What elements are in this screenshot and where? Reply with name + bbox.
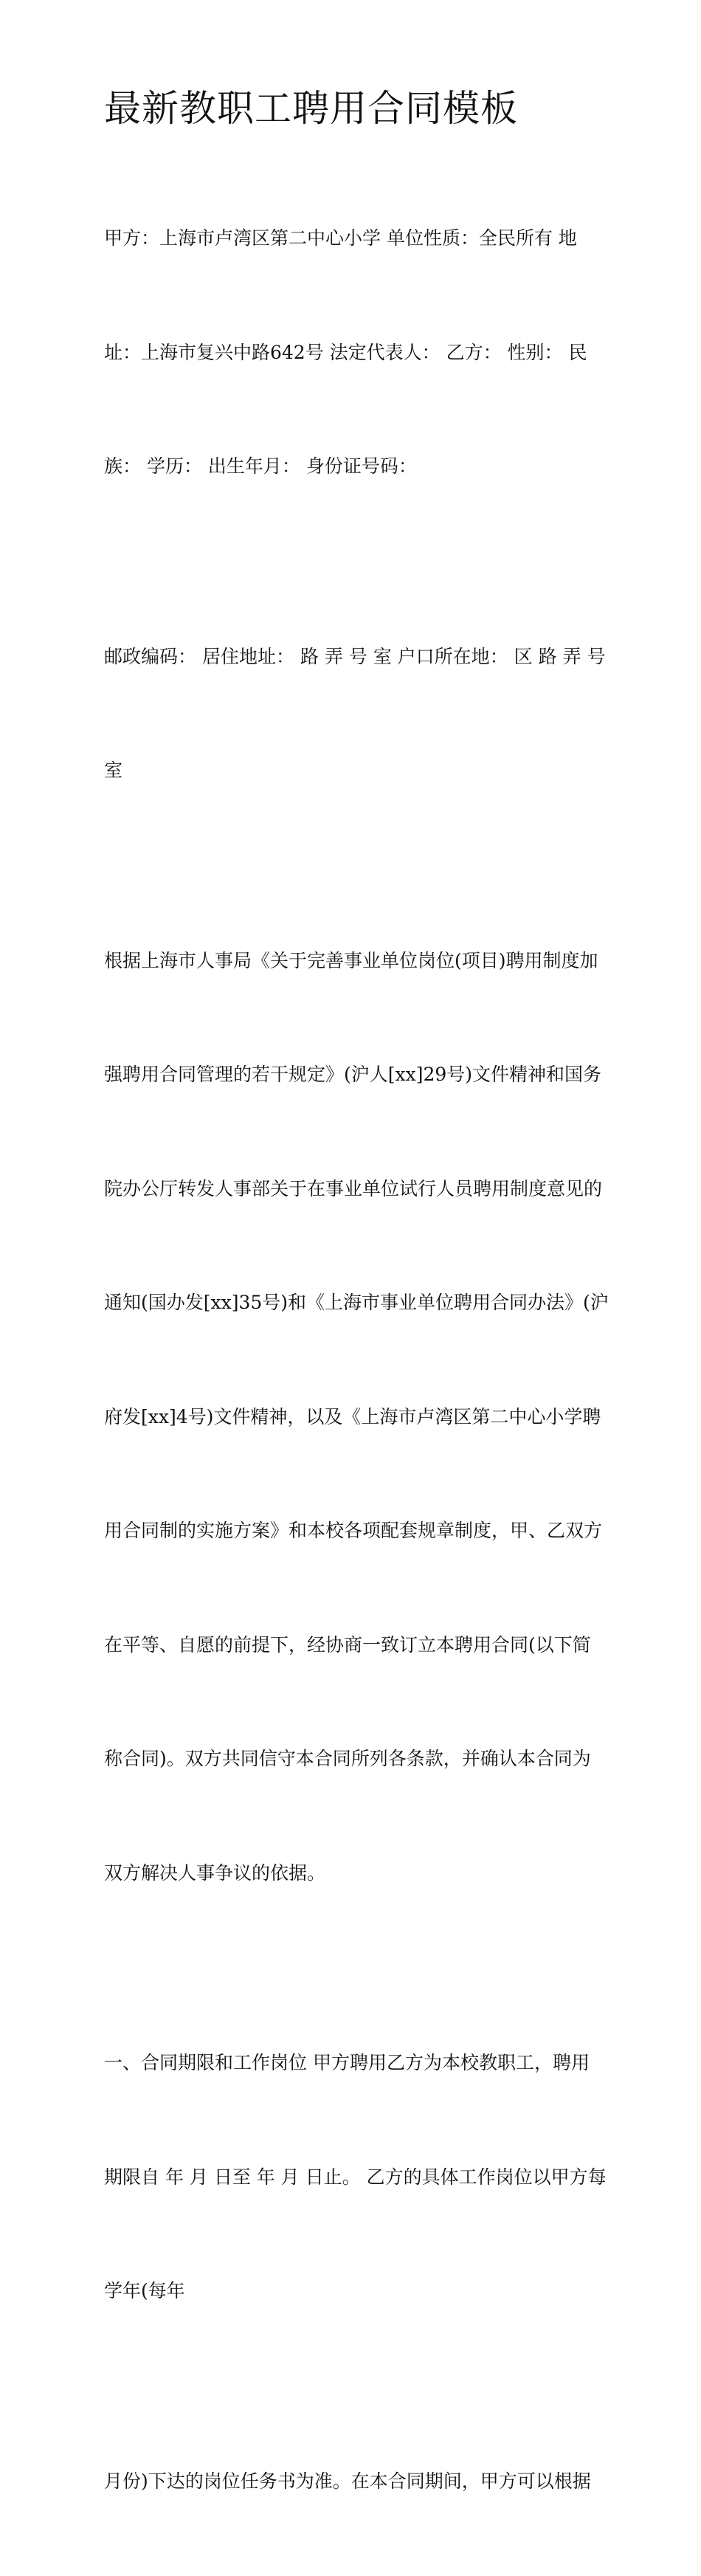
text-line: 强聘用合同管理的若干规定》(沪人[xx]29号)文件精神和国务 xyxy=(104,1055,600,1094)
text-line: 根据上海市人事局《关于完善事业单位岗位(项目)聘用制度加 xyxy=(104,942,600,980)
text-line: 学年(每年 xyxy=(104,2272,600,2310)
basis-paragraph xyxy=(104,866,600,1969)
party-info-paragraph xyxy=(104,143,600,562)
text-line: 在平等、自愿的前提下，经协商一致订立本聘用合同(以下简 xyxy=(104,1626,600,1664)
text-line: 室 xyxy=(104,751,600,790)
text-line: 一、合同期限和工作岗位 甲方聘用乙方为本校教职工，聘用 xyxy=(104,2044,600,2082)
text-line: 甲方：上海市卢湾区第二中心小学 单位性质：全民所有 地 xyxy=(104,219,600,258)
text-line: 期限自 年 月 日至 年 月 日止。 乙方的具体工作岗位以甲方每 xyxy=(104,2158,600,2197)
document-title: 最新教职工聘用合同模板 xyxy=(104,81,600,136)
text-line: 址：上海市复兴中路642号 法定代表人： 乙方： 性别： 民 xyxy=(104,334,600,372)
text-line: 院办公厅转发人事部关于在事业单位试行人员聘用制度意见的 xyxy=(104,1170,600,1208)
document-page xyxy=(104,81,600,2576)
text-line: 双方解决人事争议的依据。 xyxy=(104,1854,600,1893)
text-line: 邮政编码： 居住地址： 路 弄 号 室 户口所在地： 区 路 弄 号 xyxy=(104,638,600,676)
address-paragraph xyxy=(104,562,600,866)
text-line: 府发[xx]4号)文件精神，以及《上海市卢湾区第二中心小学聘 xyxy=(104,1398,600,1436)
text-line: 通知(国办发[xx]35号)和《上海市事业单位聘用合同办法》(沪 xyxy=(104,1284,600,1322)
text-line: 称合同)。双方共同信守本合同所列各条款，并确认本合同为 xyxy=(104,1740,600,1778)
text-line: 用合同制的实施方案》和本校各项配套规章制度，甲、乙双方 xyxy=(104,1512,600,1550)
section-one-paragraph xyxy=(104,1968,600,2386)
text-line: 月份)下达的岗位任务书为准。在本合同期间，甲方可以根据 xyxy=(104,2462,600,2501)
text-line: 族： 学历： 出生年月： 身份证号码： xyxy=(104,447,600,486)
section-one-continued-paragraph xyxy=(104,2386,600,2576)
